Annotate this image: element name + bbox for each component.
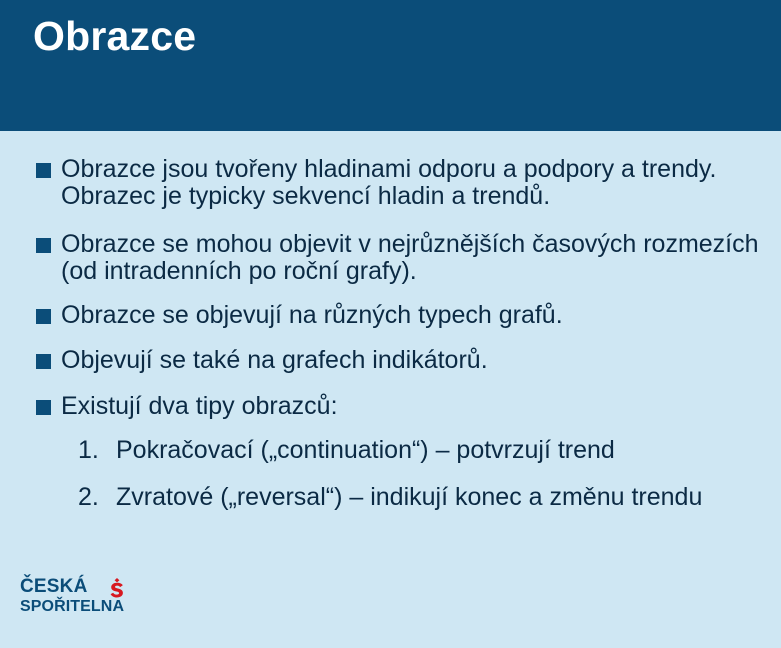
bullet-item xyxy=(36,393,766,420)
bullet-text: Obrazce jsou tvořeny hladinami odporu a podpory a trendy. Obrazec je typicky sekvencí hladin a trendů. xyxy=(61,155,717,210)
bullet-item xyxy=(36,347,766,374)
square-bullet-icon xyxy=(36,163,51,178)
bullet-item xyxy=(36,231,766,285)
square-bullet-icon xyxy=(36,354,51,369)
ceska-sporitelna-logo xyxy=(20,577,140,621)
subitem-number: 2. xyxy=(78,483,99,511)
subitem-text: Zvratové („reversal“) – indikují konec a změnu trendu xyxy=(116,483,703,511)
numbered-subitem xyxy=(78,437,768,464)
square-bullet-icon xyxy=(36,238,51,253)
logo-line-1: ČESKÁ xyxy=(20,576,88,597)
subitem-text: Pokračovací („continuation“) – potvrzují trend xyxy=(116,436,615,464)
square-bullet-icon xyxy=(36,400,51,415)
bullet-text: Obrazce se objevují na různých typech grafů. xyxy=(61,301,563,329)
bullet-item xyxy=(36,156,766,210)
s-logo-icon xyxy=(107,577,127,599)
square-bullet-icon xyxy=(36,309,51,324)
bullet-text: Existují dva tipy obrazců: xyxy=(61,392,338,420)
slide-title: Obrazce xyxy=(33,13,197,59)
bullet-text: Objevují se také na grafech indikátorů. xyxy=(61,346,488,374)
numbered-subitem xyxy=(78,484,768,511)
subitem-number: 1. xyxy=(78,436,99,464)
bullet-item xyxy=(36,302,766,329)
bullet-text: Obrazce se mohou objevit v nejrůznějších časových rozmezích (od intradenních po roční grafy). xyxy=(61,230,759,285)
logo-line-2: SPOŘITELNA xyxy=(20,598,125,615)
